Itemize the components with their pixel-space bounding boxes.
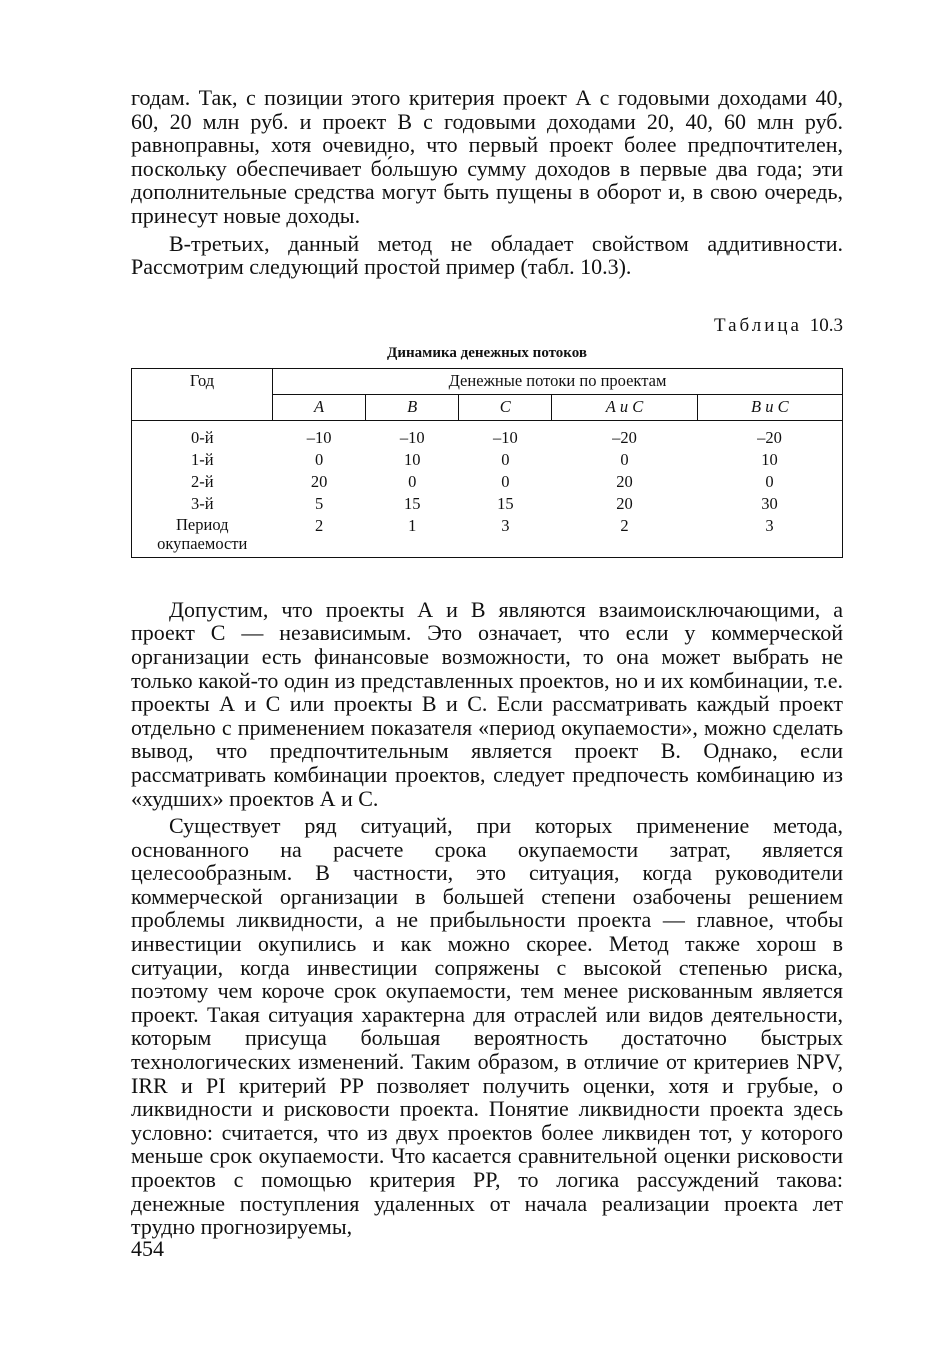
- row-label-line: Период: [176, 514, 229, 534]
- header-project-a-and-c: А и С: [552, 394, 697, 420]
- header-year: Год: [132, 368, 273, 420]
- row-label-payback: [132, 515, 273, 558]
- cell: 20: [616, 494, 633, 514]
- header-project-b-and-c: В и С: [697, 394, 842, 420]
- cell: 0: [620, 450, 629, 470]
- cell: 0: [408, 472, 417, 492]
- cell: 10: [403, 450, 421, 470]
- cash-flow-table: [131, 368, 843, 558]
- cell: 3: [765, 515, 774, 535]
- paragraph-4: Существует ряд ситуаций, при которых применение метода, основанного на расчете срока окупаемости затрат, является целесообразным. В частности, это ситуация, когда руководители коммерческой организации в большей степени озабочены решением проблемы ликвидности, а не прибыльности проекта — главное, чтобы инвестиции окупились и как можно скорее. Метод также хорош в ситуации, когда инвестиции сопряжены с высокой степенью риска, поэтому чем короче срок окупаемости, тем менее рискованным является проект. Такая ситуация характерна для отраслей или видов деятельности, которым присуща большая вероятность достаточно быстрых технологических изменений. Таким образом, в отличие от критериев NPV, IRR и PI критерий PP позволяет получить оценки, хотя и грубые, о ликвидности и рисковости проекта. Понятие ликвидности проекта здесь условно: считается, что из двух проектов более ликвиден тот, у которого меньше срок окупаемости. Что касается сравнительной оценки рисковости проектов с помощью критерия PP, то логика рассуждений такова: денежные поступления удаленных от начала реализации проекта лет трудно прогнозируемы,: [131, 813, 843, 1240]
- row-label: 0-й: [190, 428, 214, 448]
- cell: 1: [408, 515, 417, 535]
- cell: 0: [501, 472, 510, 492]
- paragraph-1: годам. Так, с позиции этого критерия проект А с годовыми доходами 40, 60, 20 млн руб. и проект В с годовыми доходами 20, 40, 60 млн руб. равноправны, хотя очевидно, что первый проект более предпочтителен, поскольку обеспечивает бо́льшую сумму доходов в первые два года; эти дополнительные средства могут быть пущены в оборот и, в свою очередь, принесут новые доходы.: [131, 85, 843, 228]
- table-caption-number: 10.3: [809, 314, 843, 336]
- table-row: [132, 493, 843, 515]
- cell: –20: [757, 428, 782, 448]
- cell: 0: [501, 450, 510, 470]
- cell: 2: [620, 515, 629, 535]
- cell: –10: [492, 428, 518, 448]
- cell: 20: [616, 472, 633, 492]
- page-body: [131, 86, 843, 1239]
- header-group: Денежные потоки по проектам: [273, 368, 843, 394]
- paragraph-2: В-третьих, данный метод не обладает свойством аддитивности. Рассмотрим следующий простой пример (табл. 10.3).: [131, 230, 843, 280]
- page-number: 454: [131, 1236, 164, 1261]
- cell: 5: [314, 494, 324, 514]
- row-label: 3-й: [190, 494, 214, 514]
- header-project-c: С: [459, 394, 552, 420]
- header-project-a: А: [273, 394, 366, 420]
- cell: 10: [761, 450, 778, 470]
- table-title: Динамика денежных потоков: [387, 344, 587, 361]
- cell: 0: [314, 450, 324, 470]
- cell: 2: [314, 515, 324, 535]
- cell: 15: [403, 494, 421, 514]
- table-row: [132, 420, 843, 449]
- cell: 0: [765, 472, 774, 492]
- cell: 20: [310, 472, 328, 492]
- cell: –20: [612, 428, 637, 448]
- paragraph-3: Допустим, что проекты А и В являются взаимоисключающими, а проект С — независимым. Это означает, что если у коммерческой организации есть финансовые возможности, то она может выбрать не только какой-то один из представленных проектов, но и их комбинации, т.е. проекты А и С или проекты В и С. Если рассматривать каждый проект отдельно с применением показателя «период окупаемости», можно сделать вывод, что предпочтительным является проект В. Однако, если рассматривать комбинации проектов, следует предпочесть комбинацию из «худших» проектов А и С.: [131, 596, 843, 811]
- cell: –10: [306, 428, 332, 448]
- row-label-line: окупаемости: [157, 533, 248, 553]
- row-label: 1-й: [190, 450, 214, 470]
- table-row: [132, 515, 843, 558]
- cell: –10: [399, 428, 425, 448]
- table-caption: [131, 315, 843, 337]
- cell: 30: [761, 494, 778, 514]
- table-caption-word: Таблица: [713, 314, 802, 336]
- header-project-b: В: [366, 394, 459, 420]
- cell: 3: [501, 515, 510, 535]
- cell: 15: [497, 494, 514, 514]
- table-row: [132, 471, 843, 493]
- row-label: 2-й: [190, 472, 214, 492]
- table-row: [132, 449, 843, 471]
